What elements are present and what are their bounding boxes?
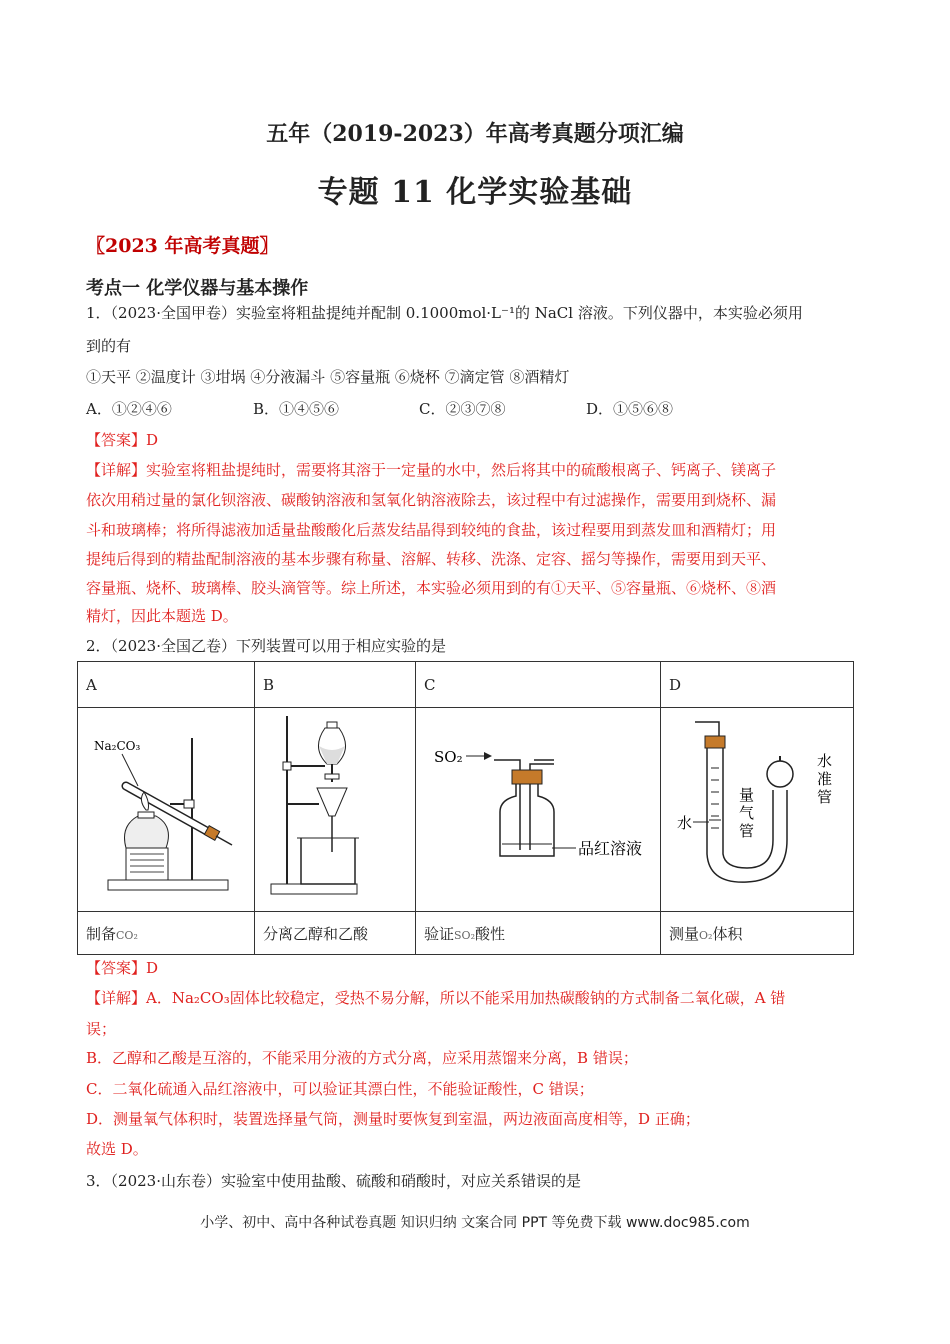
apparatus-b-separatory-funnel xyxy=(263,708,407,907)
q1-option-a[interactable]: A．①②④⑥ xyxy=(86,400,172,418)
apparatus-d-cell xyxy=(661,708,854,912)
q1-explain-3: 斗和玻璃棒；将所得滤液加适量盐酸酸化后蒸发结晶得到较纯的食盐，该过程要用到蒸发皿和酒精灯；用 xyxy=(86,521,777,539)
q1-stem-line2: 到的有 xyxy=(86,337,132,355)
apparatus-d-gas-burette xyxy=(669,708,845,907)
q2-explain-3: B．乙醇和乙酸是互溶的，不能采用分液的方式分离，应采用蒸馏来分离，B 错误； xyxy=(86,1049,638,1067)
apparatus-a-cell xyxy=(78,708,255,912)
knowledge-point-heading: 考点一 化学仪器与基本操作 xyxy=(86,278,309,299)
topic-title: 专题 11 化学实验基础 xyxy=(317,175,633,210)
page-footer[interactable]: 小学、初中、高中各种试卷真题 知识归纳 文案合同 PPT 等免费下载 www.doc985.com xyxy=(200,1215,750,1231)
apparatus-c-gas-bottle xyxy=(424,708,652,907)
q1-items: ①天平 ②温度计 ③坩埚 ④分液漏斗 ⑤容量瓶 ⑥烧杯 ⑦滴定管 ⑧酒精灯 xyxy=(86,368,570,386)
q2-stem: 2．（2023·全国乙卷）下列装置可以用于相应实验的是 xyxy=(86,637,446,655)
q1-option-c[interactable]: C．②③⑦⑧ xyxy=(419,400,506,418)
col-c-header: C xyxy=(416,662,661,708)
q2-apparatus-table xyxy=(77,661,854,955)
q1-answer: 【答案】D xyxy=(86,431,159,449)
caption-c: 验证SO₂酸性 xyxy=(416,912,661,955)
q2-explain-5: D．测量氧气体积时，装置选择量气筒，测量时要恢复到室温，两边液面高度相等，D 正确； xyxy=(86,1110,700,1128)
q1-explain-2: 依次用稍过量的氯化钡溶液、碳酸钠溶液和氢氧化钠溶液除去，该过程中有过滤操作，需要用到烧杯、漏 xyxy=(86,491,777,509)
q1-explain-5: 容量瓶、烧杯、玻璃棒、胶头滴管等。综上所述，本实验必须用到的有①天平、⑤容量瓶、⑥烧杯、⑧酒 xyxy=(86,579,777,597)
q1-stem-line1: 1．（2023·全国甲卷）实验室将粗盐提纯并配制 0.1000mol·L⁻¹的 NaCl 溶液。下列仪器中，本实验必须用 xyxy=(86,304,803,322)
year-section-heading: 〖2023 年高考真题〗 xyxy=(86,235,279,257)
caption-d: 测量O₂体积 xyxy=(661,912,854,955)
q1-explain-1: 【详解】实验室将粗盐提纯时，需要将其溶于一定量的水中，然后将其中的硫酸根离子、钙离子、镁离子 xyxy=(86,461,777,479)
apparatus-a-heating-tube xyxy=(86,708,246,907)
apparatus-c-cell xyxy=(416,708,661,912)
q2-explain-4: C．二氧化硫通入品红溶液中，可以验证其漂白性，不能验证酸性，C 错误； xyxy=(86,1080,594,1098)
q3-stem: 3．（2023·山东卷）实验室中使用盐酸、硫酸和硝酸时，对应关系错误的是 xyxy=(86,1172,581,1190)
col-d-header: D xyxy=(661,662,854,708)
level-tube-label: 水准管 xyxy=(817,752,833,806)
q2-explain-1: 【详解】A．Na₂CO₃固体比较稳定，受热不易分解，所以不能采用加热碳酸钠的方式制备二氧化碳，A 错 xyxy=(86,989,786,1007)
solution-label: 品红溶液 xyxy=(578,839,643,858)
col-b-header: B xyxy=(255,662,416,708)
q2-answer: 【答案】D xyxy=(86,959,159,977)
q2-explain-6: 故选 D。 xyxy=(86,1140,148,1158)
caption-a: 制备CO₂ xyxy=(78,912,255,955)
q1-explain-6: 精灯，因此本题选 D。 xyxy=(86,607,238,625)
q1-explain-4: 提纯后得到的精盐配制溶液的基本步骤有称量、溶解、转移、洗涤、定容、摇匀等操作，需要用到天平、 xyxy=(86,550,777,568)
series-title: 五年（2019-2023）年高考真题分项汇编 xyxy=(266,121,684,147)
q2-explain-2: 误； xyxy=(86,1020,117,1038)
col-a-header: A xyxy=(78,662,255,708)
q1-option-d[interactable]: D．①⑤⑥⑧ xyxy=(586,400,674,418)
caption-b: 分离乙醇和乙酸 xyxy=(255,912,416,955)
q1-option-b[interactable]: B．①④⑤⑥ xyxy=(253,400,340,418)
reagent-label: Na₂CO₃ xyxy=(94,739,141,753)
burette-label: 量气管 xyxy=(739,786,755,840)
apparatus-b-cell xyxy=(255,708,416,912)
gas-label: SO₂ xyxy=(434,748,463,766)
water-label: 水 xyxy=(677,814,693,832)
